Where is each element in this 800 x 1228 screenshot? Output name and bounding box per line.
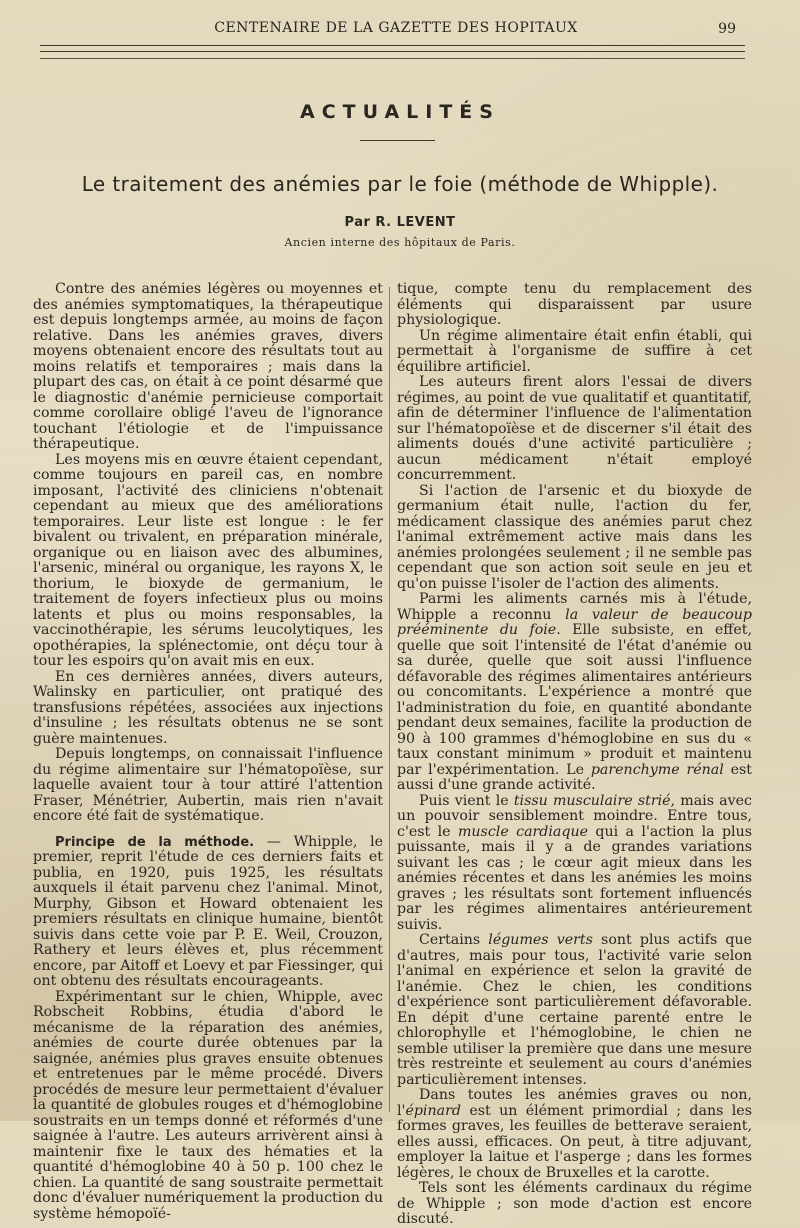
paragraph: Un régime alimentaire était enfin établi, qui permettait à l'organisme de suffire à cet équilibre artificiel. [397,327,752,375]
paragraph: Contre des anémies légères ou moyennes et des anémies symptomatiques, la thérapeutique est depuis longtemps armée, au moins de façon relative. Dans les anémies graves, divers moyens obtenaient encore des résultats tout au moins relatifs et temporaires ; mais dans la plupart des cas, on était à ce point désarmé que le diagnostic d'anémie pernicieuse comportait comme corollaire obligé l'aveu de l'ignorance touchant l'étiologie et de l'impuissance thérapeutique. [33,281,383,452]
emphasis: épinard [405,1102,461,1119]
paragraph [397,592,752,794]
run-in-heading: Principe de la méthode. [55,834,255,850]
header-double-rule [40,45,745,52]
left-column [33,282,383,1222]
emphasis: la valeur de beaucoup prééminente du foie [397,606,752,638]
paragraph: Expérimentant sur le chien, Whipple, avec Robscheit Robbins, étudia d'abord le mécanisme de la réparation des anémies, anémies de courte durée obtenues par la saignée, anémies plus graves ensuite obtenues et entretenues par le même procédé. Divers procédés de mesure leur permettaient d'évaluer la quantité de globules rouges et d'hémoglobine soustraits en un temps donné et réformés d'une saignée à l'autre. Les auteurs arrivèrent ainsi à maintenir fixe le taux des hématies et la quantité d'hémoglobine 40 à 50 p. 100 chez le chien. La quantité de sang soustraite permettait donc d'évaluer numériquement la production du système hémopoïé- [33,988,383,1222]
paragraph-text: est aussi d'une grande activité. [397,761,753,793]
emphasis: muscle cardiaque [457,823,588,840]
paragraph: Si l'action de l'arsenic et du bioxyde de germanium était nulle, l'action du fer, médicament classique des anémies parut chez l'animal extrêmement active mais dans les anémies prolongées seulement ; il ne semble pas cependant que son action soit seule en jeu et qu'on puisse l'isoler de l'action des aliments. [397,482,752,592]
column-divider [389,287,390,1112]
paragraph [397,794,752,934]
running-header [40,20,752,42]
heading-divider [360,140,435,141]
page-number: 99 [718,21,736,37]
article-title: Le traitement des anémies par le foie (méthode de Whipple). [81,172,719,196]
running-title: CENTENAIRE DE LA GAZETTE DES HOPITAUX [214,20,578,36]
paragraph: Les moyens mis en œuvre étaient cependant, comme toujours en pareil cas, en nombre imposant, l'activité des cliniciens n'obtenait cependant au mieux que des améliorations temporaires. Leur liste est longue : le fer bivalent ou trivalent, en préparation minérale, organique ou en liaison avec des albumines, l'arsenic, minéral ou organique, les rayons X, le thorium, le bioxyde de germanium, le traitement de foyers infectieux plus ou moins latents et plus ou moins responsables, la vaccinothérapie, les sérums leucolytiques, les opothérapies, la splénectomie, ont déçu tour à tour les espoirs qu'on avait mis en eux. [33,451,383,669]
header-thin-rule [40,58,745,59]
paragraph-principe [33,835,383,990]
right-column [397,282,752,1228]
paragraph-text: . Elle subsiste, en effet, quelle que soit l'intensité de l'état d'anémie ou sa durée, quelle que soit aussi l'influence défavorable des régimes alimentaires antérieurs ou concomitants. L'expérience a montré que l'administration du foie, en quantité abondante pendant deux semaines, facilite la production de 90 à 100 grammes d'hémoglobine en sus du « taux constant minimum » produit et maintenu par l'expérimentation. Le [397,622,752,778]
paragraph: tique, compte tenu du remplacement des éléments qui disparaissent par usure physiologique. [397,281,752,328]
paragraph [397,933,752,1088]
emphasis: tissu musculaire strié [513,792,671,809]
author-affiliation: Ancien interne des hôpitaux de Paris. [284,236,516,249]
paragraph: Tels sont les éléments cardinaux du régime de Whipple ; son mode d'action est encore discuté. [397,1180,752,1227]
author-byline: Par R. LEVENT [344,215,456,230]
paragraph: En ces dernières années, divers auteurs, Walinsky en particulier, ont pratiqué des transfusions répétées, associées aux injections d'insuline ; les résultats obtenus ne se sont guère maintenues. [33,668,383,747]
paragraph-text: Dans toutes les anémies graves ou non, l' [397,1087,752,1119]
paragraph-text: Puis vient le [419,792,514,809]
paragraph [397,1088,752,1181]
paragraph-text: Parmi les aliments carnés mis à l'étude, Whipple a reconnu [397,591,752,623]
paragraph-text: est un élément primordial ; dans les formes graves, les feuilles de betterave seraient, elles aussi, efficaces. On peut, à titre adjuvant, employer la laitue et l'asperge ; dans les formes légères, le choux de Bruxelles et la carotte. [397,1102,752,1181]
paragraph: Les auteurs firent alors l'essai de divers régimes, au point de vue qualitatif et quantitatif, afin de déterminer l'influence de l'alimentation sur l'hématopoïèse et de discerner s'il était des aliments doués d'une activité particulière ; aucun médicament n'était employé concurremment. [397,374,752,483]
paragraph: Depuis longtemps, on connaissait l'influence du régime alimentaire sur l'hématopoïèse, sur laquelle avaient tour à tour attiré l'attention Fraser, Ménétrier, Aubertin, mais rien n'avait encore été fait de systématique. [33,746,383,824]
emphasis: légumes verts [488,932,593,948]
paragraph-text: sont plus actifs que d'autres, mais pour tous, l'activité varie selon l'animal en expérience et selon la gravité de l'anémie. Chez le chien, les conditions d'expérience sont particulièrement défavorable. En dépit d'une certaine parenté entre le chlorophylle et l'hémoglobine, le chien ne semble utiliser la première que dans une mesure très restreinte et seulement au cours d'anémies particulièrement intenses. [397,932,752,1088]
emphasis: parenchyme rénal [590,761,724,778]
paragraph-text: Certains [419,932,489,948]
paragraph-text: qui a l'action la plus puissante, mais il y a de grandes variations suivant les cas ; le cœur agit mieux dans les anémies récentes et dans les anémies les moins graves ; les résultats sont fortement influencés par les régimes alimentaires antérieurement suivis. [397,823,753,933]
section-heading: ACTUALITÉS [300,101,500,123]
paragraph-text: , mais avec un pouvoir sensiblement moindre. Entre tous, c'est le [397,792,752,840]
paragraph-text: — Whipple, le premier, reprit l'étude de ces derniers faits et publia, en 1920, puis 1925, les résultats auxquels il était parvenu chez l'animal. Minot, Murphy, Gibson et Howard obtenaient les premiers résultats en clinique humaine, bientôt suivis dans cette voie par P. E. Weil, Crouzon, Rathery et leurs élèves et, plus récemment encore, par Aitoff et Loevy et par Fiessinger, qui ont obtenu des résultats encourageants. [33,833,384,989]
